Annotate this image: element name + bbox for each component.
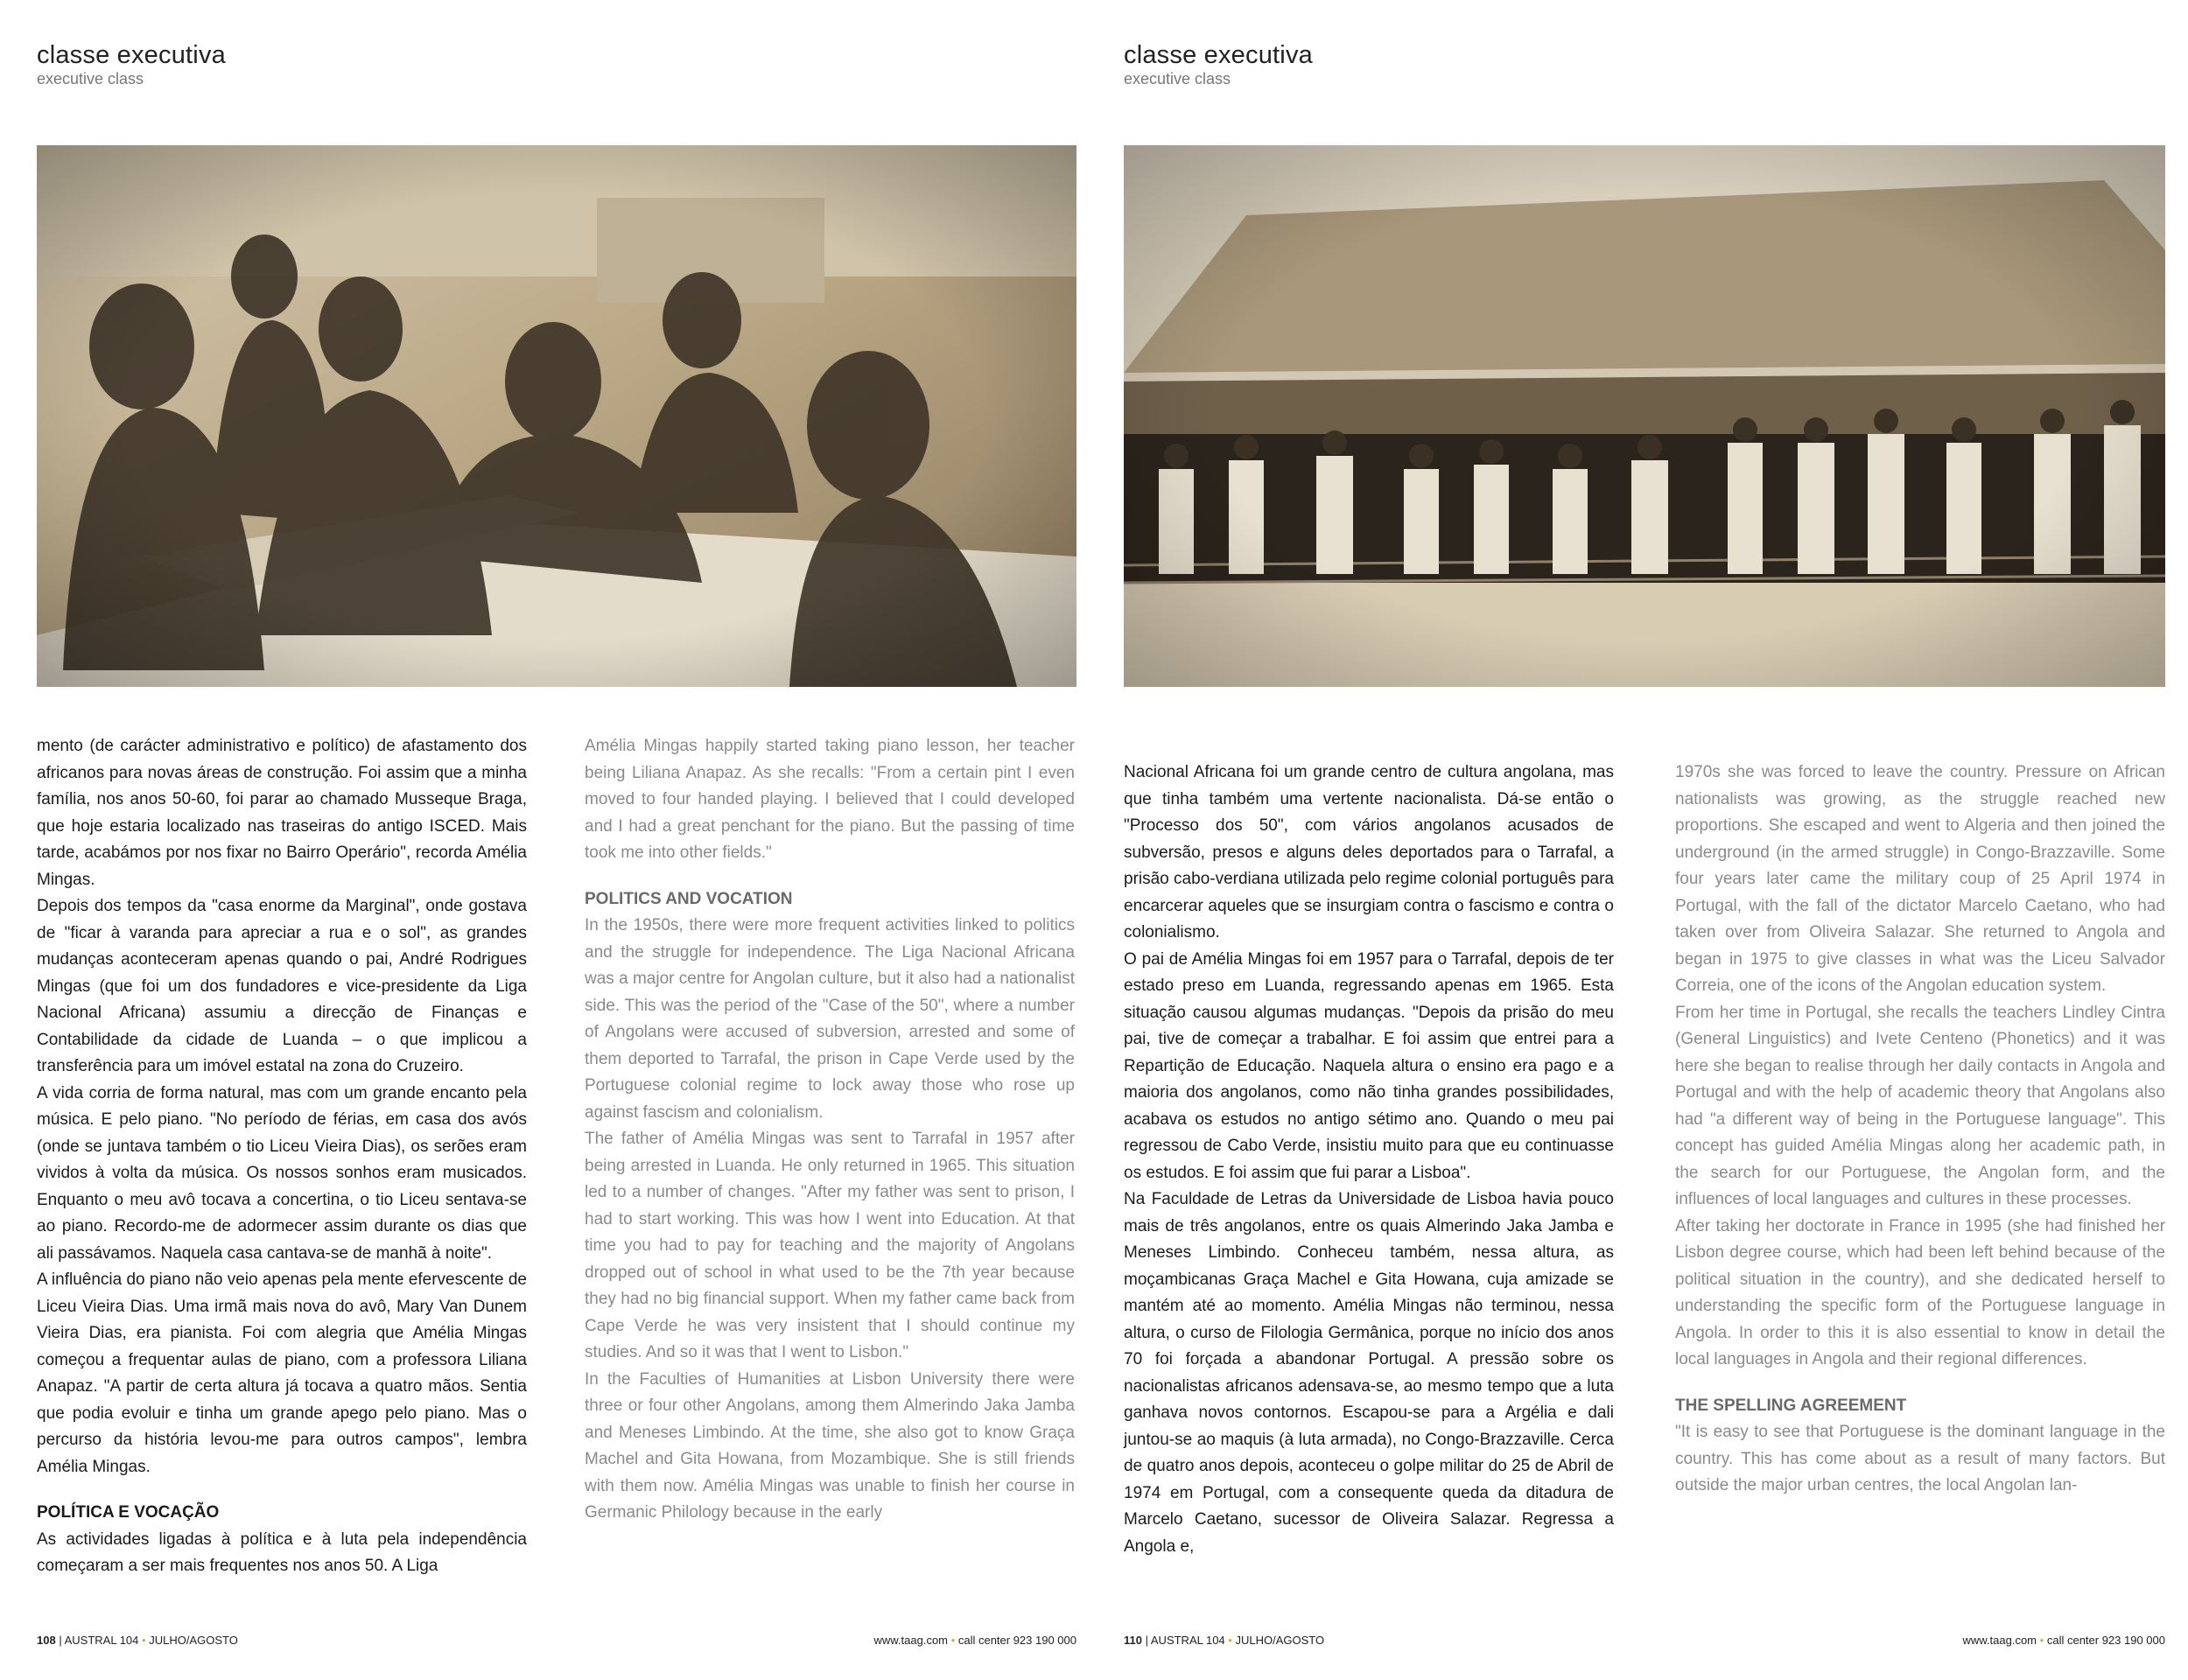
paragraph: Depois dos tempos da "casa enorme da Marginal", onde gostava de "ficar à varanda para apreciar a rua e o sol", as grandes mudanças aconteceram apenas quando o pai, André Rodrigues Mingas (que foi um dos fundadores e vice-presidente da Liga Nacional Africana) assumiu a direcção de Finanças e Contabilidade da cidade de Luanda – o que implicou a transferência para um imóvel estatal na zona do Cruzeiro. — [37, 897, 527, 1075]
page-number: 110 — [1124, 1634, 1142, 1647]
paragraph: mento (de carácter administrativo e político) de afastamento dos africanos para novas áreas de construção. Foi assim que a minha família, nos anos 50-60, foi parar ao chamado Musseque Braga, que hoje estaria localizado nas traseiras do antigo ISCED. Mais tarde, acabámos por nos fixar no Bairro Operário", recorda Amélia Mingas. — [37, 737, 527, 889]
paragraph: 1970s she was forced to leave the country. Pressure on African nationalists was growing, as the struggle reached new proportions. She escaped and went to Algeria and then joined the underground (in the armed struggle) in Congo-Brazzaville. Some four years later came the military coup of 25 April 1974 in Portugal, with the fall of the dictator Marcelo Caetano, who had taken over from Oliveira Salazar. She returned to Angola and began in 1975 to give classes in what was the Liceu Salvador Correia, one of the icons of the Angolan education system. — [1675, 763, 2165, 995]
right-page — [1094, 0, 2188, 1680]
footer-contact — [1962, 1634, 2165, 1648]
group-photo — [1124, 145, 2165, 687]
footer-issue — [1124, 1634, 1324, 1648]
paragraph: The father of Amélia Mingas was sent to Tarrafal in 1957 after being arrested in Luanda. He only returned in 1965. This situation led to a number of changes. "After my father was sent to prison, I had to start working. This was how I went into Education. At that time you had to pay for teaching and the majority of Angolans dropped out of school in what used to be the 7th year because they had no big financial support. When my father came back from Cape Verde he was very insistent that I should continue my studies. And so it was that I went to Lisbon." — [585, 1130, 1075, 1362]
page-number: 108 — [37, 1634, 56, 1647]
bullet-separator: • — [2039, 1634, 2044, 1647]
section-subtitle: executive class — [1124, 70, 1231, 88]
paragraph: A influência do piano não veio apenas pela mente efervescente de Liceu Vieira Dias. Uma irmã mais nova do avô, Mary Van Dunem Vieira Dias, era pianista. Foi com alegria que Amélia Mingas começou a frequentar aulas de piano, com a professora Liliana Anapaz. "A partir de certa altura já tocava a quatro mãos. Sentia que podia evoluir e tinha um grande apego pelo piano. Mas o percurso da história levou-me para outros campos", lembra Amélia Mingas. — [37, 1270, 527, 1476]
website-link[interactable]: www.taag.com — [1962, 1634, 2037, 1647]
call-center: call center 923 190 000 — [2046, 1634, 2165, 1647]
column-english — [1675, 760, 2165, 1500]
footer-issue — [37, 1634, 238, 1648]
paragraph: Nacional Africana foi um grande centro de cultura angolana, mas que tinha também uma vertente nacionalista. Dá-se então o "Processo dos 50", com vários angolanos acusados de subversão, presos e alguns deles deportados para o Tarrafal, a prisão cabo-verdiana utilizada pelo regime colonial português para encarcerar aqueles que se insurgiam contra o fascismo e contra o colonialismo. — [1124, 763, 1614, 942]
paragraph: In the 1950s, there were more frequent activities linked to politics and the struggle for independence. The Liga Nacional Africana was a major centre for Angolan culture, but it also had a nationalist side. This was the period of the "Case of the 50", where a number of Angolans were accused of subversion, arrested and some of them deported to Tarrafal, the prison in Cape Verde used by the Portuguese colonial regime to lock away those who rose up against fascism and colonialism. — [585, 916, 1075, 1122]
bullet-separator: • — [142, 1634, 146, 1647]
paragraph: "It is easy to see that Portuguese is the dominant language in the country. This has come about as a result of many factors. But outside the major urban centres, the local Angolan lan- — [1675, 1423, 2165, 1494]
paragraph: After taking her doctorate in France in 1995 (she had finished her Lisbon degree course, which had been left behind because of the political situation in the country), and she dedicated herself to understanding the specific form of the Portuguese language in Angola. In order to this it is also essential to know in detail the local languages in Angola and their regional differences. — [1675, 1216, 2165, 1368]
paragraph: Amélia Mingas happily started taking piano lesson, her teacher being Liliana Anapaz. As she recalls: "From a certain pint I even moved to four handed playing. I believed that I could developed and I had a great penchant for the piano. But the passing of time took me into other fields." — [585, 737, 1075, 862]
column-portuguese — [37, 733, 527, 1580]
column-portuguese — [1124, 760, 1614, 1560]
footer-contact — [873, 1634, 1076, 1648]
paragraph: From her time in Portugal, she recalls the teachers Lindley Cintra (General Linguistics) and Ivete Centeno (Phonetics) and it was here she began to realise through her daily contacts in Angola and Portugal and with the help of academic theory that Angolans also had "a different way of being in the Portuguese language". This concept has guided Amélia Mingas along her academic path, in the search for our Portuguese, the Angolan form, and the influences of local languages and cultures in these processes. — [1675, 1003, 2165, 1208]
column-english — [585, 733, 1075, 1527]
magazine-issue: | AUSTRAL 104 — [1145, 1634, 1225, 1647]
bullet-separator: • — [950, 1634, 956, 1647]
section-header — [37, 40, 226, 88]
subheading: THE SPELLING AGREEMENT — [1675, 1396, 1907, 1415]
section-title: classe executiva — [37, 41, 226, 69]
paragraph: A vida corria de forma natural, mas com um grande encanto pela música. E pelo piano. "No período de férias, em casa dos avós (onde se juntava também o tio Liceu Vieira Dias), os serões eram vividos à volta da música. Os nossos sonhos eram musicados. Enquanto o meu avô tocava a concertina, o tio Liceu sentava-se ao piano. Recordo-me de adormecer assim durante os dias que ali passávamos. Naquela casa cantava-se de manhã à noite". — [37, 1083, 527, 1263]
classroom-photo-art — [37, 145, 1076, 687]
section-subtitle: executive class — [37, 70, 144, 88]
issue-date: JULHO/AGOSTO — [149, 1634, 238, 1647]
website-link[interactable]: www.taag.com — [873, 1634, 949, 1647]
paragraph: As actividades ligadas à política e à luta pela independência começaram a ser mais frequentes nos anos 50. A Liga — [37, 1530, 527, 1575]
bullet-separator: • — [1228, 1634, 1232, 1647]
call-center: call center 923 190 000 — [957, 1634, 1076, 1647]
issue-date: JULHO/AGOSTO — [1235, 1634, 1325, 1647]
paragraph: O pai de Amélia Mingas foi em 1957 para o Tarrafal, depois de ter estado preso em Luanda, regressando apenas em 1965. Esta situação causou algumas mudanças. "Depois da prisão do meu pai, tive de começar a trabalhar. E foi assim que entrei para a Repartição de Educação. Naquela altura o ensino era pago e a maioria dos angolanos, como não tinha grandes possibilidades, acabava os estudos no antigo sétimo ano. Quando o meu pai regressou de Cabo Verde, insistiu muito para que eu continuasse os estudos. E foi assim que fui parar a Lisboa". — [1124, 949, 1614, 1182]
section-title: classe executiva — [1124, 41, 1313, 69]
group-photo-art — [1124, 145, 2165, 687]
paragraph: Na Faculdade de Letras da Universidade de Lisboa havia pouco mais de três angolanos, entre os quais Almerindo Jaka Jamba e Meneses Limbindo. Conheceu também, nessa altura, as moçambicanas Graça Machel e Gita Howana, cuja amizade se mantém até ao momento. Amélia Mingas não terminou, nessa altura, o curso de Filologia Germânica, porque no início dos anos 70 foi forçada a abandonar Portugal. A pressão sobre os nacionalistas africanos adensava-se, ao mesmo tempo que a luta ganhava novos contornos. Escapou-se para a Argélia e dali juntou-se ao maquis (à luta armada), no Congo-Brazzaville. Cerca de quatro anos depois, aconteceu o golpe militar do 25 de Abril de 1974 em Portugal, com a consequente queda da ditadura de Marcelo Caetano, sucessor de Oliveira Salazar. Regressa a Angola e, — [1124, 1190, 1614, 1556]
magazine-issue: | AUSTRAL 104 — [59, 1634, 139, 1647]
section-header — [1124, 40, 1313, 88]
classroom-photo — [37, 145, 1076, 687]
subheading: POLITICS AND VOCATION — [585, 889, 793, 908]
paragraph: In the Faculties of Humanities at Lisbon University there were three or four other Angolans, among them Almerindo Jaka Jamba and Meneses Limbindo. At the time, she also got to know Graça Machel and Gita Howana, from Mozambique. She is still friends with them now. Amélia Mingas was unable to finish her course in Germanic Philology because in the early — [585, 1369, 1075, 1522]
subheading: POLÍTICA E VOCAÇÃO — [37, 1503, 220, 1522]
